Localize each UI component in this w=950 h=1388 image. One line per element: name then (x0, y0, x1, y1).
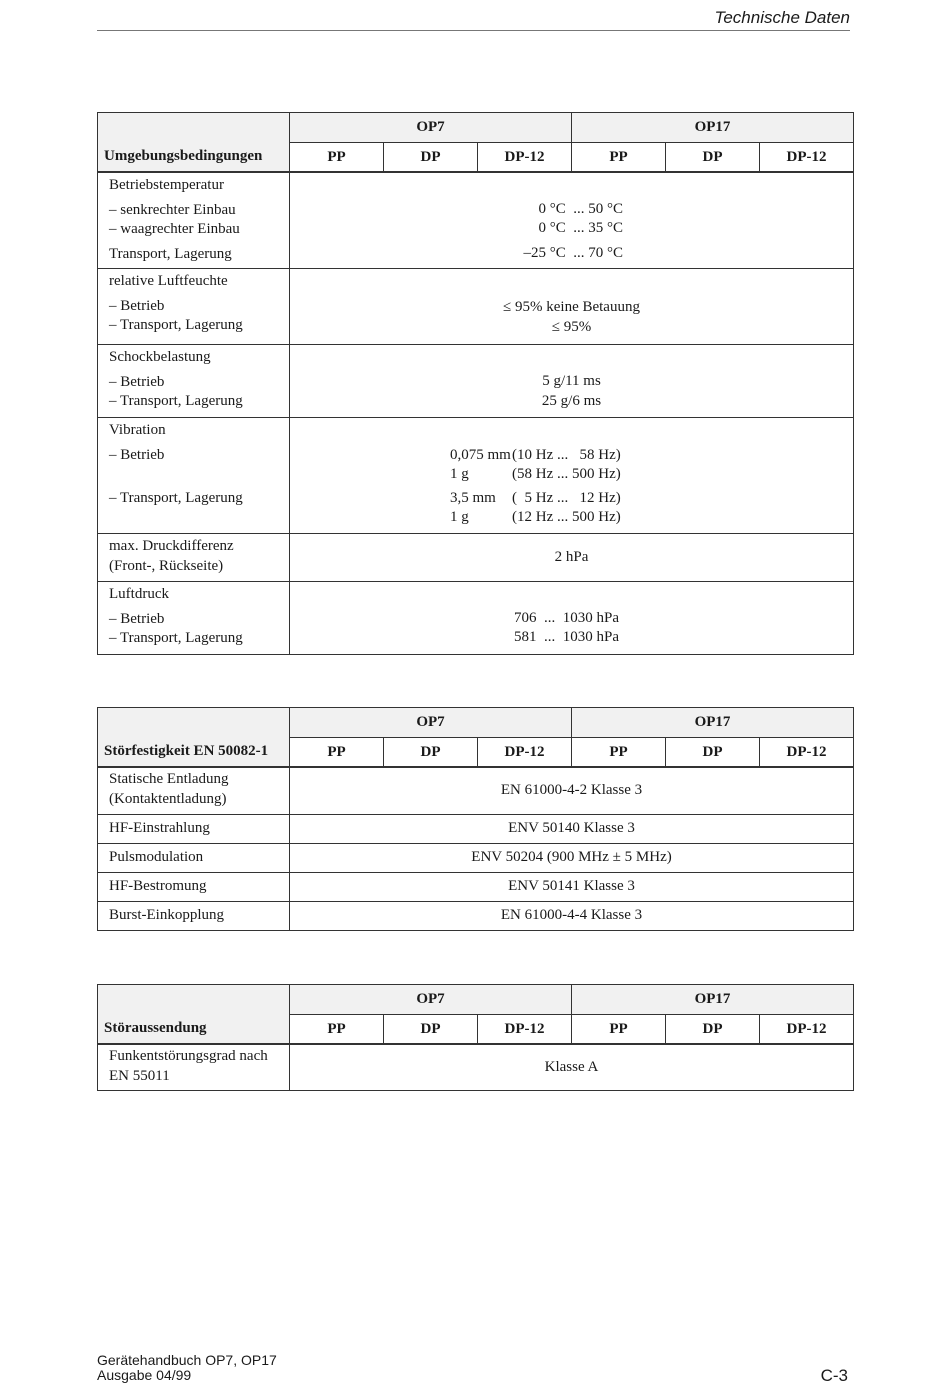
table-row (98, 345, 854, 418)
table-row (98, 269, 854, 345)
row-label: Luftdruck – Betrieb – Transport, Lagerung (98, 582, 290, 655)
table1-group-op17: OP17 (572, 113, 854, 143)
table3-row-header: Störaussendung (98, 985, 290, 1045)
running-header-title: Technische Daten (714, 8, 850, 27)
table3-col-dp: DP (666, 1015, 760, 1045)
table-row (98, 172, 854, 269)
table2-group-op7: OP7 (290, 708, 572, 738)
table2-col-dp12: DP-12 (478, 738, 572, 768)
row-value: 0,075 mm (10 Hz ... 58 Hz) 1 g (58 Hz ... 500 Hz) 3,5 mm ( 5 Hz ... 12 Hz) 1 g (12 Hz ... 500 Hz) (290, 418, 854, 534)
environment-table (97, 112, 854, 655)
table3-col-dp12: DP-12 (478, 1015, 572, 1045)
row-label: Statische Entladung (Kontaktentladung) (98, 767, 290, 814)
table3-col-dp: DP (384, 1015, 478, 1045)
page-number: C-3 (820, 1366, 848, 1385)
emission-table (97, 984, 854, 1091)
table2-col-pp: PP (290, 738, 384, 768)
table-row (98, 534, 854, 582)
table1-col-dp: DP (666, 143, 760, 173)
table1-col-pp: PP (290, 143, 384, 173)
table-row (98, 1044, 854, 1091)
footer-manual-title: Gerätehandbuch OP7, OP17 (97, 1352, 277, 1368)
table1-group-op7: OP7 (290, 113, 572, 143)
row-label: HF-Einstrahlung (98, 814, 290, 843)
row-value: EN 61000-4-4 Klasse 3 (290, 901, 854, 930)
row-value: ENV 50204 (900 MHz ± 5 MHz) (290, 843, 854, 872)
table-row (98, 843, 854, 872)
table-row (98, 418, 854, 534)
row-label: HF-Bestromung (98, 872, 290, 901)
table1-col-pp: PP (572, 143, 666, 173)
table1-row-header: Umgebungsbedingungen (98, 113, 290, 173)
row-label: Vibration – Betrieb – Transport, Lagerung (98, 418, 290, 534)
row-value: EN 61000-4-2 Klasse 3 (290, 767, 854, 814)
row-label: Schockbelastung – Betrieb – Transport, Lagerung (98, 345, 290, 418)
table2-col-dp: DP (384, 738, 478, 768)
row-label: Betriebstemperatur – senkrechter Einbau – waagrechter Einbau Transport, Lagerung (98, 172, 290, 269)
row-value: ENV 50140 Klasse 3 (290, 814, 854, 843)
table3-col-dp12: DP-12 (760, 1015, 854, 1045)
footer-edition: Ausgabe 04/99 (97, 1367, 192, 1383)
table2-col-dp12: DP-12 (760, 738, 854, 768)
row-value: 706 ... 1030 hPa 581 ... 1030 hPa (290, 582, 854, 655)
table2-group-op17: OP17 (572, 708, 854, 738)
row-label: relative Luftfeuchte – Betrieb – Transport, Lagerung (98, 269, 290, 345)
table-row (98, 767, 854, 814)
row-value: 5 g/11 ms 25 g/6 ms (290, 345, 854, 418)
table3-group-op17: OP17 (572, 985, 854, 1015)
row-label: max. Druckdifferenz (Front-, Rückseite) (98, 534, 290, 582)
table3-col-pp: PP (290, 1015, 384, 1045)
row-value: ENV 50141 Klasse 3 (290, 872, 854, 901)
row-value: 2 hPa (290, 534, 854, 582)
row-value: ≤ 95% keine Betauung ≤ 95% (290, 269, 854, 345)
table-row (98, 872, 854, 901)
table1-col-dp12: DP-12 (478, 143, 572, 173)
row-label: Funkentstörungsgrad nach EN 55011 (98, 1044, 290, 1091)
table3-col-pp: PP (572, 1015, 666, 1045)
footer (97, 1353, 277, 1383)
table-row (98, 901, 854, 930)
table2-col-pp: PP (572, 738, 666, 768)
table-row (98, 582, 854, 655)
table2-row-header: Störfestigkeit EN 50082-1 (98, 708, 290, 768)
immunity-table (97, 707, 854, 931)
table-row (98, 814, 854, 843)
table3-group-op7: OP7 (290, 985, 572, 1015)
row-label: Burst-Einkopplung (98, 901, 290, 930)
row-value: Klasse A (290, 1044, 854, 1091)
row-label: Pulsmodulation (98, 843, 290, 872)
table2-col-dp: DP (666, 738, 760, 768)
row-value: 0 °C ... 50 °C 0 °C ... 35 °C –25 °C ... 70 °C (290, 172, 854, 269)
running-header (97, 6, 850, 31)
table1-col-dp: DP (384, 143, 478, 173)
table1-col-dp12: DP-12 (760, 143, 854, 173)
